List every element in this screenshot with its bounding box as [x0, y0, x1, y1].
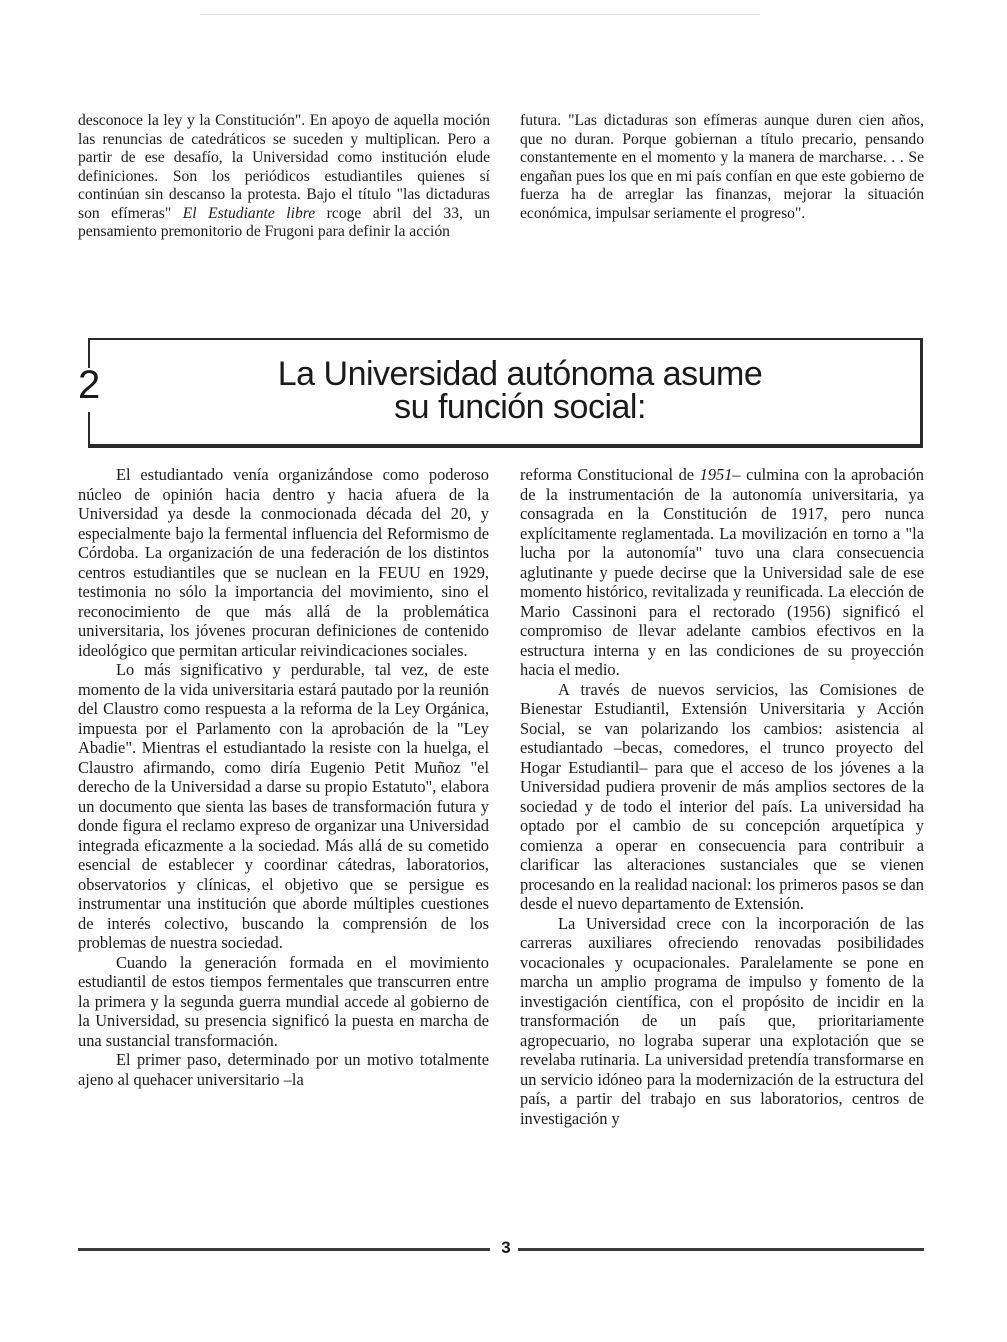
body-paragraph: A través de nuevos servicios, las Comisiones de Bienestar Estudiantil, Extensión Universitaria y Acción Social, se van polarizando los cambios: asistencia al estudiantado –becas, comedores, el trunco proyecto del Hogar Estudiantil– para que el acceso de los jóvenes a la Universidad pudiera provenir de más amplios sectores de la sociedad y de todo el interior del país. La universidad ha optado por el cambio de su concepción arquetípica y comienza a operar en consecuencia para contribuir a clarificar las alteraciones sustanciales que se vienen procesando en la realidad nacional: los primeros pasos se dan desde el nuevo departamento de Extensión.	[520, 679, 924, 913]
body-right-column	[520, 465, 924, 1128]
continuation-left-text: desconoce la ley y la Constitución". En apoyo de aquella moción las renuncias de catedráticos se suceden y multiplican. Pero a partir de ese desafío, la Universidad como institución elude definiciones. Son los periódicos estudiantiles quienes sí continúan sin descanso la protesta. Bajo el título "las dictaduras son efímeras"	[78, 112, 490, 222]
footer-rule-right	[518, 1248, 924, 1251]
body-paragraph: El estudiantado venía organizándose como poderoso núcleo de opinión hacia dentro y hacia afuera de la Universidad ya desde la conmocionada década del 20, y especialmente bajo la fermental influencia del Reformismo de Córdoba. La organización de una federación de los distintos centros estudiantiles que se nuclean en la FEUU en 1929, testimonia no sólo la importancia del movimiento, sino el reconocimiento de que más allá de la problemática universitaria, los jóvenes procuran definiciones de contenido ideológico que permitan articular reivindicaciones sociales.	[78, 465, 489, 660]
newspaper-title: El Estudiante libre	[182, 204, 316, 222]
section-number: 2	[78, 363, 101, 407]
body-paragraph: La Universidad crece con la incorporación de las carreras auxiliares ofreciendo renovadas posibilidades vocacionales y ocupacionales. Paralelamente se pone en marcha un amplio programa de impulso y fomento de la investigación científica, con el propósito de incidir en la transformación de un país que, prioritariamente agropecuario, no lograba superar una explotación que se revelaba rutinaria. La universidad pretendía transformarse en un servicio idóneo para la modernización de la estructura del país, a partir del trabajo en sus laboratorios, centros de investigación y	[520, 913, 924, 1128]
page-number: 3	[501, 1238, 511, 1257]
section-title-line-1: La Universidad autónoma asume	[277, 355, 763, 393]
body-paragraph: Lo más significativo y perdurable, tal vez, de este momento de la vida universitaria estará pautado por la reunión del Claustro como respuesta a la reforma de la Ley Orgánica, impuesta por el Parlamento con la aprobación de la "Ley Abadie". Mientras el estudiantado la resiste con la huelga, el Claustro afirmando, como diría Eugenio Petit Muñoz "el derecho de la Universidad a darse su propio Estatuto", elabora un documento que sienta las bases de transformación futura y donde figura el reclamo expreso de organizar una Universidad integrada eficazmente a la sociedad. Más allá de su cometido esencial de establecer y coordinar cátedras, laboratorios, observatorios y clínicas, el objetivo que se persigue es instrumentar una institución que aborde múltiples cuestiones de interés colectivo, buscando la comprensión de los problemas de nuestra sociedad.	[78, 660, 489, 952]
continuation-right-paragraph: futura. "Las dictaduras son efímeras aunque duren cien años, que no duran. Porque gobiernan a título precario, pensando constantemente en el momento y la manera de marcharse. . . Se engañan pues los que en mi país confían en que este gobierno de fuerza ha de arreglar las finanzas, mejorar la situación económica, impulsar seriamente el progreso".	[520, 112, 924, 222]
box-left-rule-bottom	[88, 412, 90, 446]
continuation-left-text-end: rcoge abril del 33, un pensamiento premonitorio de Frugoni para definir la acción	[78, 204, 490, 240]
body-text: – culmina con la aprobación de la instrumentación de la autonomía universitaria, ya consagrada en la Constitución de 1917, pero nunca explícitamente reglamentada. La movilización en torno a "la lucha por la autonomía" tuvo una clara consecuencia aglutinante y puede decirse que la Universidad sale de ese momento histórico, revitalizada y reunificada. La elección de Mario Cassinoni para el rectorado (1956) significó el compromiso de llevar adelante cambios efectivos en la estructura interna y en las condiciones de su proyección hacia el medio.	[520, 465, 924, 679]
body-text: reforma Constitucional de	[520, 465, 695, 484]
section-title	[220, 355, 820, 426]
scan-edge-rule	[200, 14, 760, 15]
body-paragraph: El primer paso, determinado por un motivo totalmente ajeno al quehacer universitario –la	[78, 1050, 489, 1089]
footer-rule-left	[78, 1248, 490, 1251]
continuation-left-paragraph	[78, 112, 490, 242]
year-text: 1951	[699, 465, 733, 484]
section-title-line-2: su función social:	[394, 388, 646, 426]
continuation-left-column	[78, 112, 490, 242]
body-left-column	[78, 465, 489, 1089]
body-paragraph	[520, 465, 924, 680]
body-paragraph: Cuando la generación formada en el movimiento estudiantil de estos tiempos fermentales que transcurren entre la primera y la segunda guerra mundial accede al gobierno de la Universidad, su presencia significó la puesta en marcha de una sustancial transformación.	[78, 952, 489, 1050]
continuation-right-column	[520, 112, 924, 223]
